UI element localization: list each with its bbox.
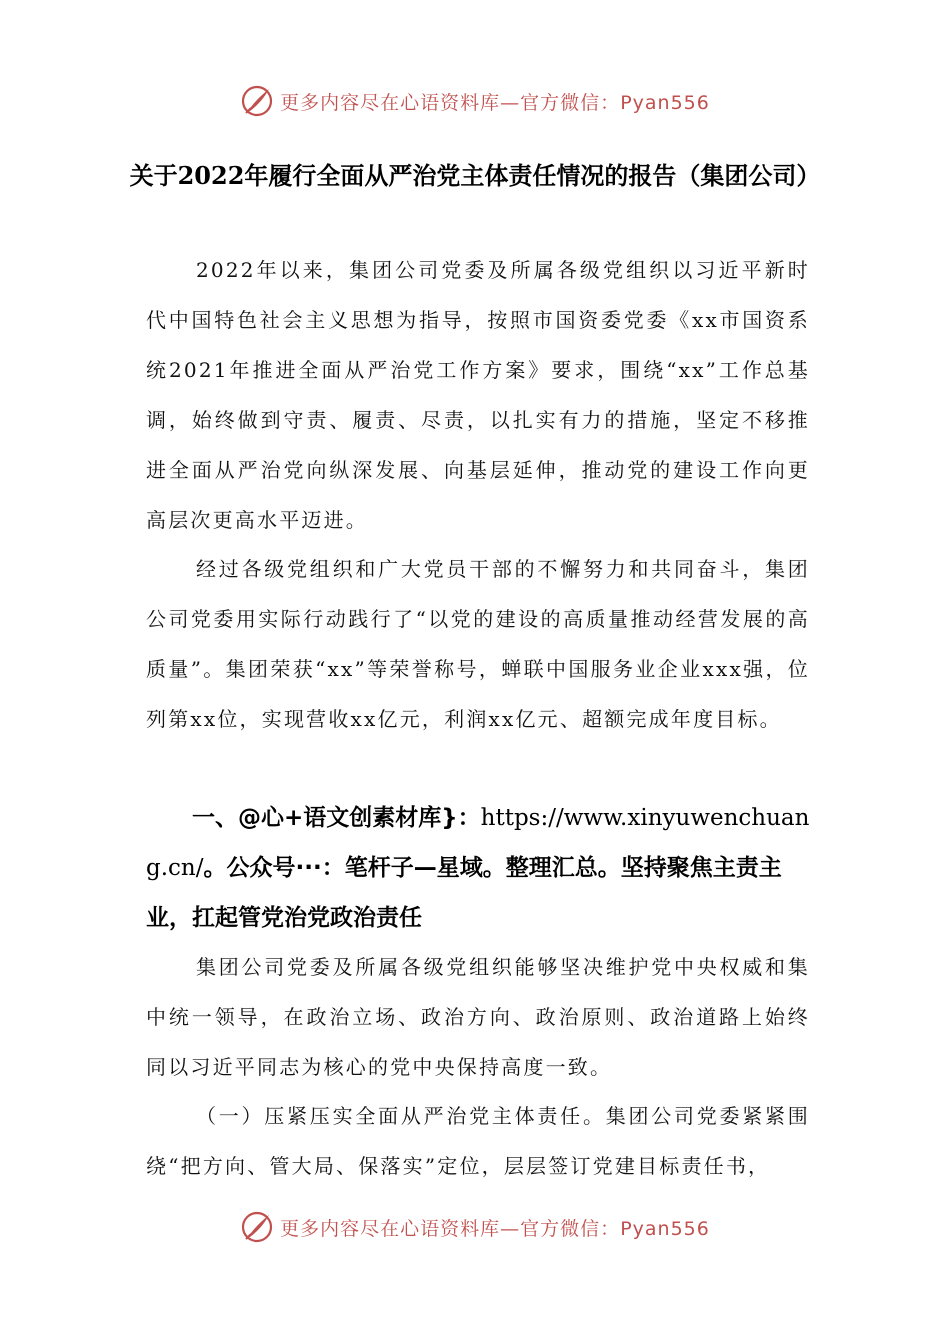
banner-label: 官方微信： <box>520 91 621 114</box>
banner-separator: — <box>500 91 521 114</box>
paragraph-political-stance: 集团公司党委及所属各级党组织能够坚决维护党中央权威和集中统一领导，在政治立场、政治方向、政治原则、政治道路上始终同以习近平同志为核心的党中央保持高度一致。 <box>146 955 810 1079</box>
quill-logo-icon <box>240 84 274 118</box>
paragraph-intro: 2022年以来，集团公司党委及所属各级党组织以习近平新时代中国特色社会主义思想为指导，按照市国资委党委《xx市国资系统2021年推进全面从严治党工作方案》要求，围绕“xx”工作总基调，始终做到守责、履责、尽责，以扎实有力的措施，坚定不移推进全面从严治党向纵深发展、向基层延伸，推动党的建设工作向更高层次更高水平迈进。 <box>146 258 810 532</box>
heading-url: https://www.xinyuwenchuang.cn/ <box>146 805 810 881</box>
quill-logo-icon <box>240 1210 274 1244</box>
heading-prefix: 一、@心+语文创素材库}： <box>192 805 481 831</box>
banner-text: 更多内容尽在心语资料库 <box>280 1217 501 1240</box>
banner-text: 更多内容尽在心语资料库 <box>280 91 501 114</box>
banner-label: 官方微信： <box>520 1217 621 1240</box>
paragraph-subsection-1: （一）压紧压实全面从严治党主体责任。集团公司党委紧紧围绕“把方向、管大局、保落实”定位，层层签订党建目标责任书， <box>146 1104 810 1178</box>
banner-wechat-id: Pyan556 <box>620 91 710 114</box>
banner-separator: — <box>500 1217 521 1240</box>
section-heading-1 <box>146 793 810 943</box>
banner-wechat-id: Pyan556 <box>620 1217 710 1240</box>
paragraph-achievements: 经过各级党组织和广大党员干部的不懈努力和共同奋斗，集团公司党委用实际行动践行了“以党的建设的高质量推动经营发展的高质量”。集团荣获“xx”等荣誉称号，蝉联中国服务业企业xxx强，位列第xx位，实现营收xx亿元，利润xx亿元、超额完成年度目标。 <box>146 557 810 731</box>
footer-banner <box>0 1210 950 1250</box>
heading-suffix: 。公众号···：笔杆子—星域。整理汇总。坚持聚焦主责主业，扛起管党治党政治责任 <box>146 855 782 931</box>
header-banner <box>0 84 950 124</box>
document-title: 关于2022年履行全面从严治党主体责任情况的报告（集团公司） <box>129 161 821 190</box>
